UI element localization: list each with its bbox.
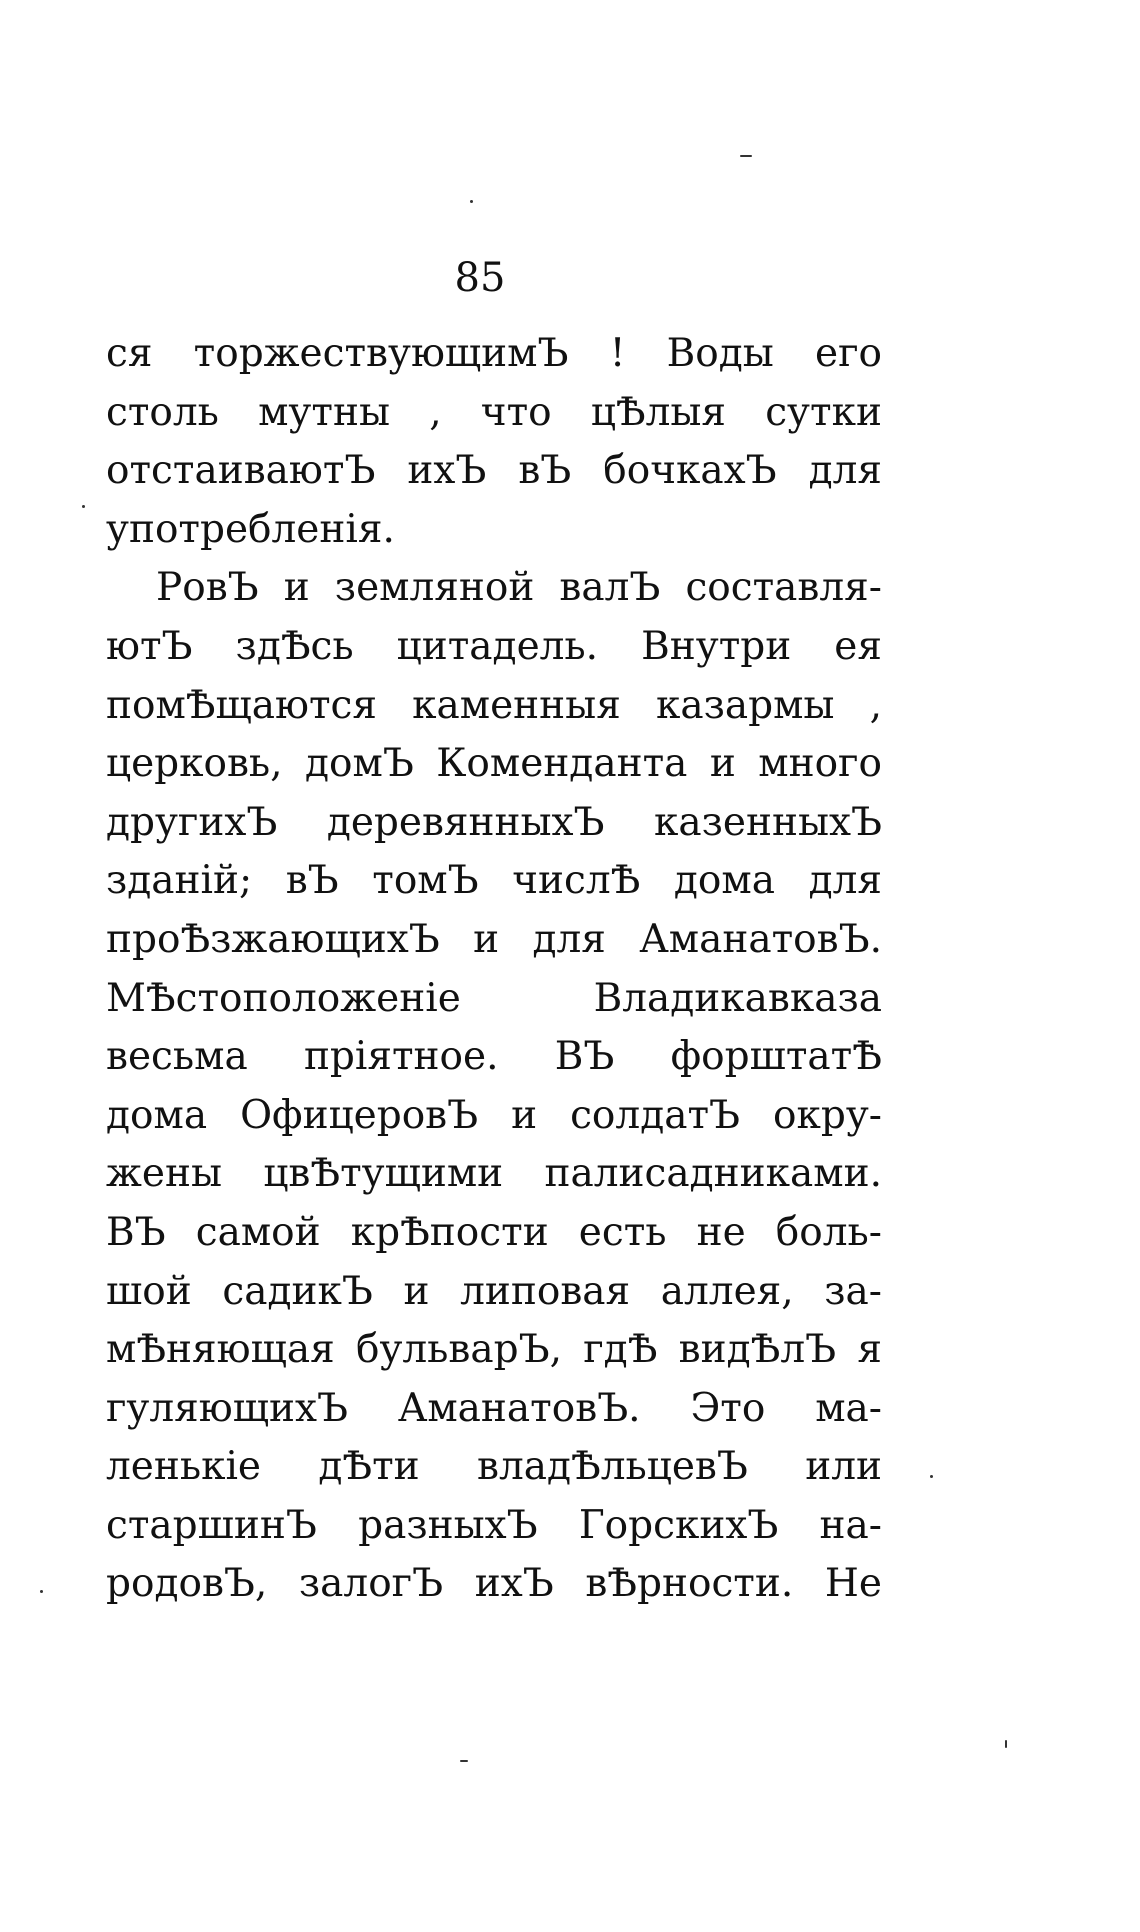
word: и	[403, 1268, 430, 1314]
dust-speck	[82, 505, 85, 508]
word: бочкахЪ	[603, 448, 777, 494]
word: цѢлыя	[590, 389, 727, 435]
word: Внутри	[641, 623, 792, 669]
word: за-	[824, 1268, 882, 1314]
text-line	[106, 677, 882, 736]
word: много	[758, 741, 882, 787]
word: его	[814, 331, 882, 376]
word: валЪ	[559, 565, 661, 611]
word: гдѢ	[583, 1327, 658, 1373]
word: липовая	[460, 1268, 631, 1314]
word: не	[696, 1209, 746, 1255]
word: отстаиваютЪ	[106, 448, 376, 494]
word: для	[808, 858, 882, 904]
word: ихЪ	[474, 1561, 554, 1607]
dust-speck	[460, 1760, 468, 1762]
word: Воды	[666, 331, 774, 376]
word: столь	[106, 389, 219, 435]
text-line	[106, 1555, 882, 1614]
word: ихЪ	[407, 448, 487, 494]
word: боль-	[775, 1209, 882, 1255]
word: старшинЪ	[106, 1502, 317, 1548]
word: казенныхЪ	[654, 799, 882, 845]
text-line	[106, 559, 882, 618]
word: садикЪ	[222, 1268, 373, 1314]
text-line	[106, 1321, 882, 1380]
word: ся	[106, 331, 153, 376]
word: Не	[824, 1561, 882, 1607]
word: РовЪ	[156, 565, 259, 611]
word: весьма	[106, 1034, 248, 1080]
word: есть	[578, 1209, 667, 1255]
text-line	[106, 1438, 882, 1497]
word: аллея,	[660, 1268, 794, 1314]
word: я	[857, 1327, 882, 1373]
word: владѢльцевЪ	[477, 1444, 748, 1490]
word: ,	[869, 682, 882, 728]
word: разныхЪ	[358, 1502, 538, 1548]
word: дома	[106, 1092, 208, 1138]
word: цитадель.	[396, 623, 599, 669]
word: Владикавказа	[593, 975, 882, 1021]
text-line	[106, 794, 882, 853]
word: МѢстоположеніе	[106, 975, 461, 1021]
word: дѢти	[318, 1444, 420, 1490]
word: деревянныхЪ	[326, 799, 605, 845]
word: сутки	[765, 389, 882, 435]
word: для	[532, 916, 606, 962]
word: Коменданта	[436, 741, 688, 787]
word: ОфицеровЪ	[240, 1092, 479, 1138]
word: родовЪ,	[106, 1561, 268, 1607]
word: пріятное.	[303, 1034, 499, 1080]
body-text	[106, 325, 882, 1614]
word: и	[511, 1092, 538, 1138]
word: казармы	[655, 682, 835, 728]
text-line	[106, 1204, 882, 1263]
word: палисадниками.	[544, 1151, 882, 1197]
word: ГорскихЪ	[578, 1502, 779, 1548]
word: шой	[106, 1268, 192, 1314]
word: залогЪ	[298, 1561, 444, 1607]
word: крѢпости	[350, 1209, 549, 1255]
text-line	[106, 852, 882, 911]
word: что	[480, 389, 552, 435]
word: и	[473, 916, 500, 962]
dust-speck	[740, 155, 752, 157]
word: другихЪ	[106, 799, 278, 845]
word: составля-	[685, 565, 882, 611]
word: мутны	[258, 389, 390, 435]
word: проѢзжающихЪ	[106, 916, 440, 962]
text-line	[106, 970, 882, 1029]
text-line	[106, 911, 882, 970]
word: ВЪ	[554, 1034, 615, 1080]
word: для	[808, 448, 882, 494]
word: бульварЪ,	[355, 1327, 562, 1373]
word: Это	[690, 1385, 766, 1431]
word: каменныя	[412, 682, 621, 728]
word: томЪ	[372, 858, 479, 904]
word: окру-	[773, 1092, 882, 1138]
word: помѢщаются	[106, 682, 378, 728]
word: самой	[195, 1209, 321, 1255]
word: мѢняющая	[106, 1327, 335, 1373]
word: форштатѢ	[670, 1034, 882, 1080]
word: ,	[429, 389, 442, 435]
text-line	[106, 1497, 882, 1556]
word: числѢ	[512, 858, 641, 904]
word: видѢлЪ	[678, 1327, 837, 1373]
word: дома	[673, 858, 775, 904]
word: АманатовЪ.	[397, 1385, 641, 1431]
text-line	[106, 735, 882, 794]
dust-speck	[930, 1475, 933, 1478]
word: земляной	[334, 565, 535, 611]
word: цвѢтущими	[263, 1151, 504, 1197]
text-line	[106, 1028, 882, 1087]
word: ленькіе	[106, 1444, 262, 1490]
dust-speck	[1005, 1740, 1007, 1748]
text-line	[106, 1263, 882, 1322]
word: церковь,	[106, 741, 283, 787]
word: гуляющихЪ	[106, 1385, 348, 1431]
text-line	[106, 384, 882, 443]
word: домЪ	[305, 741, 414, 787]
text-line	[106, 1145, 882, 1204]
word: на-	[819, 1502, 882, 1548]
word: АманатовЪ.	[639, 916, 882, 962]
page-number: 85	[454, 255, 506, 301]
word: или	[805, 1444, 882, 1490]
word: жены	[106, 1151, 222, 1197]
word: ютЪ	[106, 623, 193, 669]
word: здѢсь	[235, 623, 354, 669]
text-line	[106, 1087, 882, 1146]
word: ма-	[815, 1385, 882, 1431]
text-line	[106, 325, 882, 384]
word: вЪ	[285, 858, 339, 904]
word: вЪ	[518, 448, 572, 494]
word: !	[609, 331, 626, 376]
word: и	[709, 741, 736, 787]
word: и	[283, 565, 310, 611]
word: ВЪ	[106, 1209, 166, 1255]
word: солдатЪ	[570, 1092, 741, 1138]
word: вѢрности.	[585, 1561, 794, 1607]
word: зданій;	[106, 858, 253, 904]
word: ея	[834, 623, 882, 669]
dust-speck	[40, 1590, 43, 1593]
text-line	[106, 618, 882, 677]
text-line	[106, 442, 882, 501]
text-line	[106, 1380, 882, 1439]
word: торжествующимЪ	[193, 331, 569, 376]
dust-speck	[470, 200, 473, 203]
text-line: употребленія.	[106, 506, 395, 552]
